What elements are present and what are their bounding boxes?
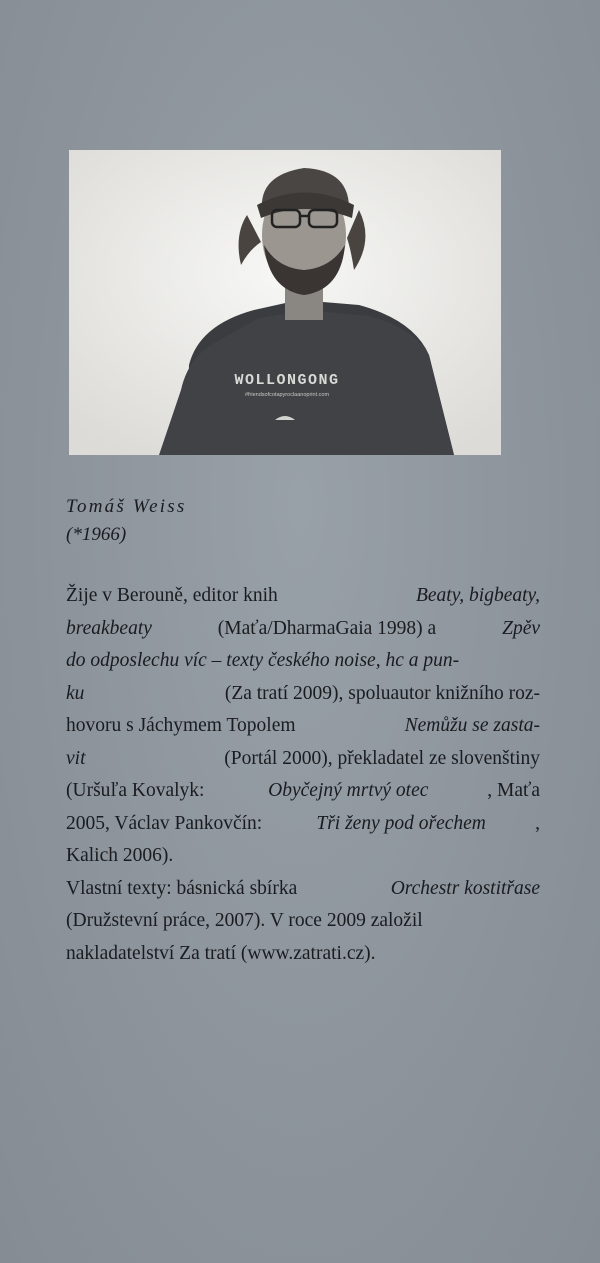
bio-line [66, 905, 540, 938]
bio-text: (Maťa/DharmaGaia 1998) a [212, 617, 442, 639]
bio-text: hovoru s Jáchymem Topolem [66, 715, 301, 736]
bio-text: (Portál 2000), překladatel ze slovenštiny [219, 747, 540, 769]
bio-text: Vlastní texty: básnická sbírka [66, 877, 303, 899]
bio-title: breakbeaty [66, 617, 152, 639]
bio-line [66, 580, 540, 613]
bio-line [66, 743, 540, 776]
bio-line [66, 840, 540, 873]
author-biography [66, 580, 540, 970]
bio-line [66, 775, 540, 808]
bio-text: (Za tratí 2009), spoluautor knižního roz- [219, 682, 540, 704]
shirt-print-subtext: #friendsofcotapyroclaanoprint.com [244, 392, 330, 398]
bio-text: Kalich 2006). [66, 845, 174, 866]
bio-title: vit [66, 747, 86, 769]
author-portrait-image [69, 150, 501, 455]
bio-title: Orchestr kostitřase [390, 877, 540, 899]
bio-text: nakladatelství Za tratí (www.zatrati.cz). [66, 942, 376, 964]
bio-text: 2005, Václav Pankovčín: [66, 812, 268, 834]
bio-title: Nemůžu se zasta- [404, 715, 540, 736]
bio-line [66, 678, 540, 711]
shirt-print-text: WOLLONGONG [234, 372, 340, 389]
bio-line [66, 938, 540, 971]
bio-title: do odposlechu víc – texty českého noise, hc a pun- [66, 650, 460, 671]
author-name: Tomáš Weiss [66, 496, 187, 517]
bio-title: Tři ženy pod ořechem [316, 812, 486, 834]
bio-line [66, 710, 540, 743]
bio-line [66, 873, 540, 906]
bio-title: Obyčejný mrtvý otec [268, 780, 429, 801]
bio-text: , Maťa [487, 780, 540, 801]
bio-title: Beaty, bigbeaty, [415, 585, 540, 606]
bio-title: ku [66, 682, 85, 704]
author-photo [69, 150, 501, 455]
bio-title: Zpěv [502, 617, 540, 639]
bio-text: Žije v Berouně, editor knih [66, 585, 283, 606]
author-birth-year: (*1966) [66, 524, 127, 545]
bio-text: (Uršuľa Kovalyk: [66, 780, 210, 801]
bio-text: , [535, 812, 540, 834]
bio-line [66, 645, 540, 678]
bio-line [66, 613, 540, 646]
bio-text: (Družstevní práce, 2007). V roce 2009 založil [66, 910, 423, 931]
bio-line [66, 808, 540, 841]
